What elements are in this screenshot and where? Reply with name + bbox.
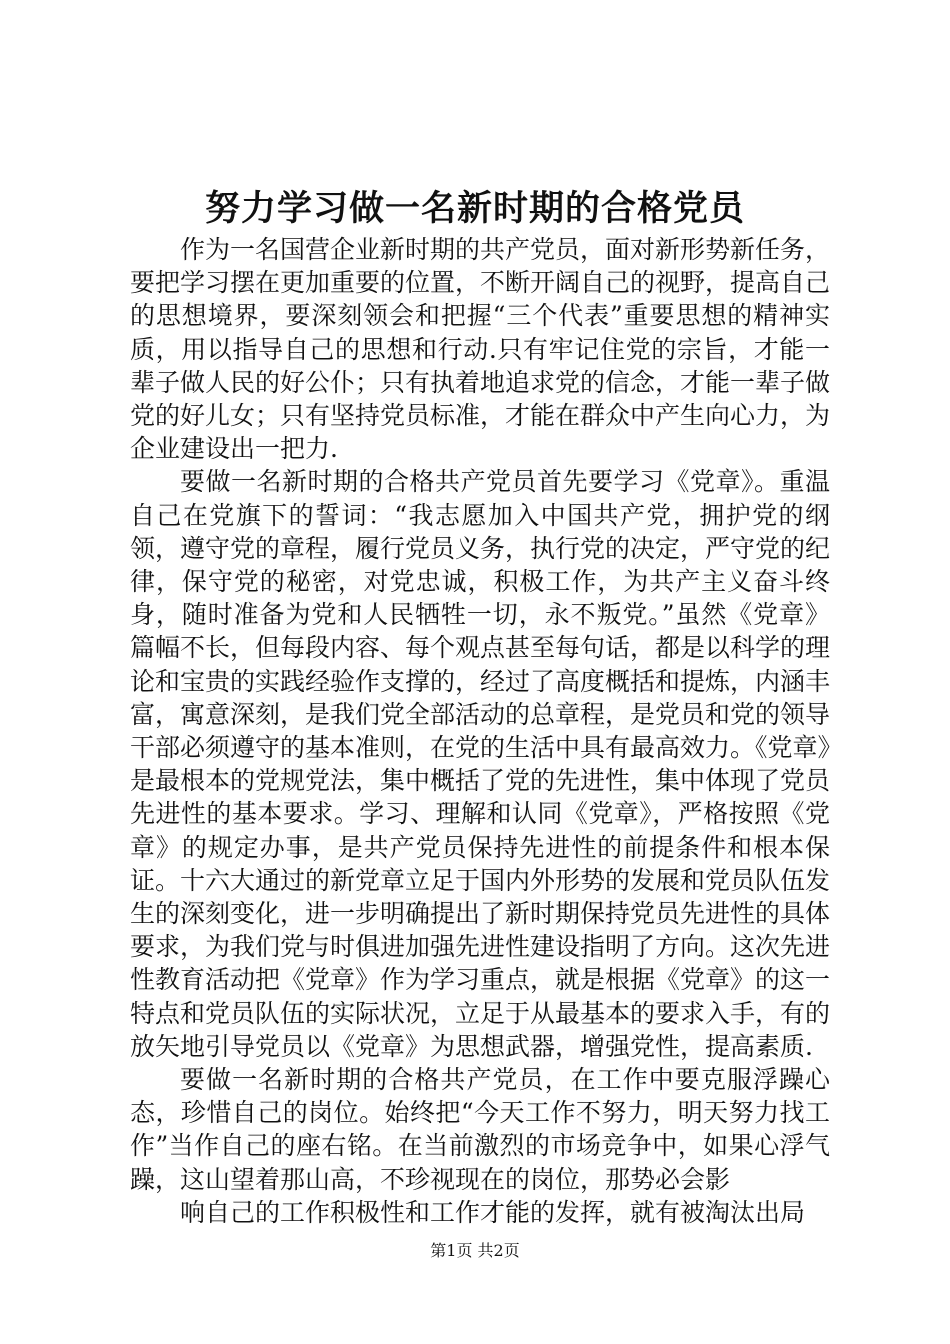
- paragraph-1: 作为一名国营企业新时期的共产党员，面对新形势新任务，要把学习摆在更加重要的位置，不断开阔自己的视野，提高自己的思想境界，要深刻领会和把握“三个代表”重要思想的精神实质，用以指导自己的思想和行动.只有牢记住党的宗旨，才能一辈子做人民的好公仆；只有执着地追求党的信念，才能一辈子做党的好儿女；只有坚持党员标准，才能在群众中产生向心力，为企业建设出一把力.: [130, 235, 831, 464]
- document-body: [130, 233, 830, 1229]
- paragraph-3: 要做一名新时期的合格共产党员，在工作中要克服浮躁心态，珍惜自己的岗位。始终把“今天工作不努力，明天努力找工作”当作自己的座右铭。在当前激烈的市场竞争中，如果心浮气躁，这山望着那山高，不珍视现在的岗位，那势必会影: [130, 1065, 830, 1194]
- page-footer: 第1页 共2页: [430, 1241, 520, 1260]
- paragraph-2: 要做一名新时期的合格共产党员首先要学习《党章》。重温自己在党旗下的誓词：“我志愿加入中国共产党，拥护党的纲领，遵守党的章程，履行党员义务，执行党的决定，严守党的纪律，保守党的秘密，对党忠诚，积极工作，为共产主义奋斗终身，随时准备为党和人民牺牲一切，永不叛党。”虽然《党章》篇幅不长，但每段内容、每个观点甚至每句话，都是以科学的理论和宝贵的实践经验作支撑的，经过了高度概括和提炼，内涵丰富，寓意深刻，是我们党全部活动的总章程，是党员和党的领导干部必须遵守的基本准则，在党的生活中具有最高效力。《党章》是最根本的党规党法，集中概括了党的先进性，集中体现了党员先进性的基本要求。学习、理解和认同《党章》，严格按照《党章》的规定办事，是共产党员保持先进性的前提条件和根本保证。十六大通过的新党章立足于国内外形势的发展和党员队伍发生的深刻变化，进一步明确提出了新时期保持党员先进性的具体要求，为我们党与时俱进加强先进性建设指明了方向。这次先进性教育活动把《党章》作为学习重点，就是根据《党章》的这一特点和党员队伍的实际状况，立足于从最基本的要求入手，有的放矢地引导党员以《党章》为思想武器，增强党性，提高素质.: [130, 467, 831, 1061]
- paragraph-4: 响自己的工作积极性和工作才能的发挥，就有被淘汰出局: [180, 1197, 806, 1227]
- document-title: 努力学习做一名新时期的合格党员: [204, 188, 745, 229]
